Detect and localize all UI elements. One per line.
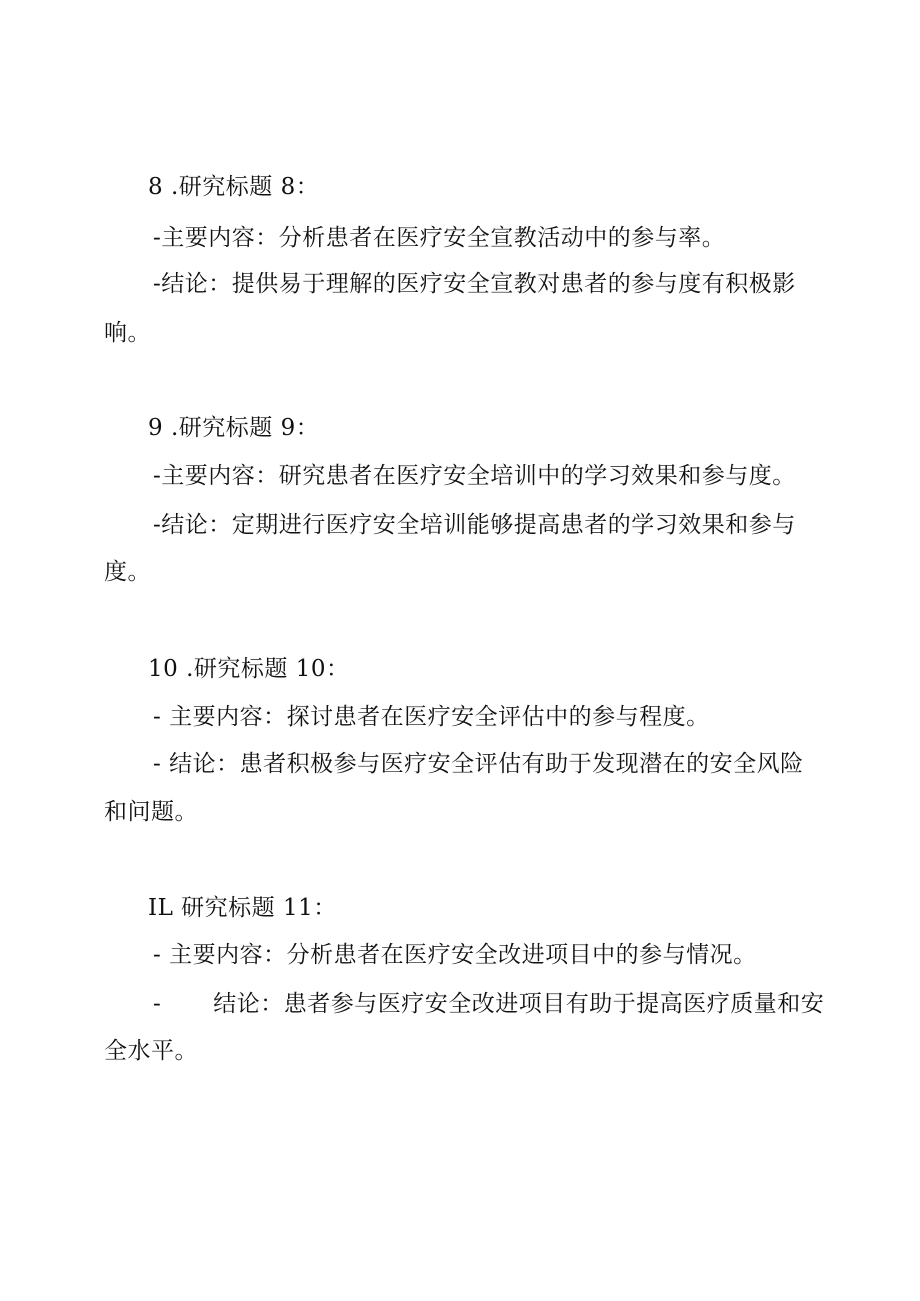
section-9-heading: 9 .研究标题 9： [148,415,320,441]
section-8-heading: 8 .研究标题 8： [148,174,320,200]
section-8-conclusion: -结论：提供易于理解的医疗安全宣教对患者的参与度有积极影 [153,271,796,297]
section-11-conclusion-dash: - [153,991,162,1017]
section-11-content: - 主要内容：分析患者在医疗安全改进项目中的参与情况。 [153,942,757,968]
section-9-content: -主要内容：研究患者在医疗安全培训中的学习效果和参与度。 [153,463,796,489]
section-9-conclusion-continued: 度。 [104,559,151,585]
section-11-conclusion [153,989,824,1019]
section-10-conclusion-continued: 和问题。 [104,799,198,825]
section-8-conclusion-continued: 响。 [104,320,151,346]
section-11-heading: IL 研究标题 11： [148,895,337,921]
section-8-content: -主要内容：分析患者在医疗安全宣教活动中的参与率。 [153,225,726,251]
section-9-conclusion: -结论：定期进行医疗安全培训能够提高患者的学习效果和参与 [153,512,796,538]
section-11-conclusion-text: 结论：患者参与医疗安全改进项目有助于提高医疗质量和安 [213,991,825,1017]
section-10-conclusion: - 结论：患者积极参与医疗安全评估有助于发现潜在的安全风险 [153,751,804,777]
section-10-heading: 10 .研究标题 10： [148,656,350,682]
section-11-conclusion-continued: 全水平。 [104,1038,198,1064]
section-10-content: - 主要内容：探讨患者在医疗安全评估中的参与程度。 [153,704,710,730]
